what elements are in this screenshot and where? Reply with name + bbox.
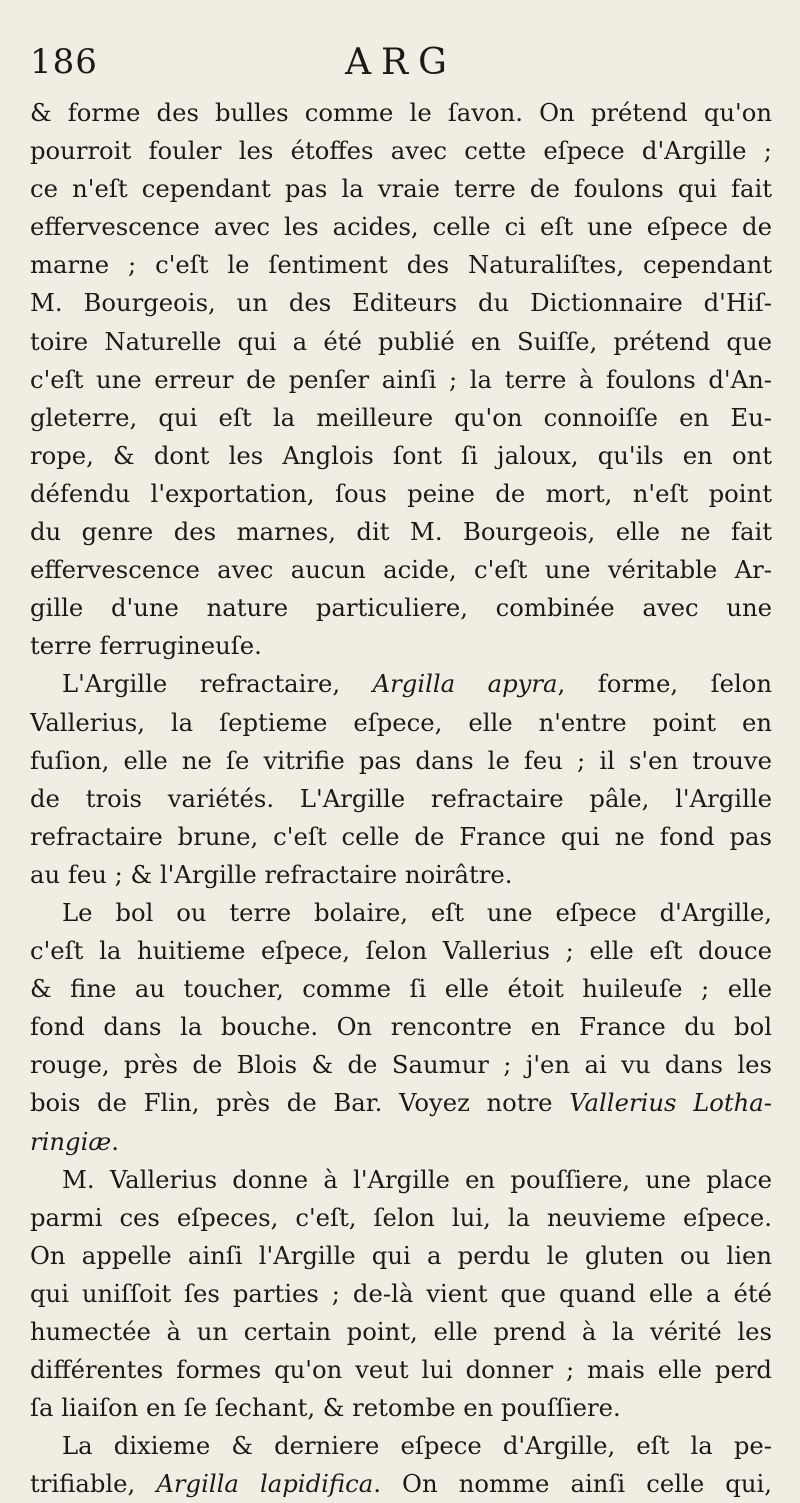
text-line: c'eſt la huitieme eſpece, ſelon Vallerius ; elle eſt douce xyxy=(30,936,772,966)
text-line: fuſion, elle ne ſe vitrifie pas dans le feu ; il s'en trouve xyxy=(30,745,772,775)
text-line: terre ferrugineuſe. xyxy=(30,631,262,661)
text-line xyxy=(30,665,772,703)
text-line: toire Naturelle qui a été publié en Suiſſe, prétend que xyxy=(30,326,772,356)
running-head: ARG xyxy=(345,42,457,83)
text-line: ſa liaiſon en ſe ſechant, & retombe en pouſſiere. xyxy=(30,1393,621,1423)
text-line: pourroit fouler les étoffes avec cette eſpece d'Argille ; xyxy=(30,136,772,166)
text-line: ce n'eſt cependant pas la vraie terre de foulons qui fait xyxy=(30,174,772,204)
text-line: défendu l'exportation, ſous peine de mort, n'eſt point xyxy=(30,478,772,508)
text-line: La dixieme & derniere eſpece d'Argille, eſt la pe- xyxy=(62,1431,772,1461)
text-line: Le bol ou terre bolaire, eſt une eſpece d'Argille, xyxy=(62,897,772,927)
text-line: fond dans la bouche. On rencontre en France du bol xyxy=(30,1012,772,1042)
text-line: Vallerius, la ſeptieme eſpece, elle n'entre point en xyxy=(30,707,772,737)
body-text xyxy=(30,94,772,1503)
text-line: On appelle ainſi l'Argille qui a perdu le gluten ou lien xyxy=(30,1240,772,1270)
text-line: & fine au toucher, comme ſi elle étoit huileuſe ; elle xyxy=(30,974,772,1004)
text-line: rouge, près de Blois & de Saumur ; j'en ai vu dans les xyxy=(30,1050,772,1080)
text-run: . xyxy=(111,1126,119,1156)
italic-term: Argilla lapidifica xyxy=(156,1469,374,1499)
page-number: 186 xyxy=(30,42,98,82)
text-line: du genre des marnes, dit M. Bourgeois, elle ne fait xyxy=(30,517,772,547)
text-run: bois de Flin, près de Bar. Voyez notre xyxy=(30,1088,570,1118)
text-line: gleterre, qui eſt la meilleure qu'on connoiſſe en Eu- xyxy=(30,402,772,432)
text-line: marne ; c'eſt le ſentiment des Naturaliſtes, cependant xyxy=(30,250,772,280)
text-line xyxy=(30,1465,772,1503)
text-run: . On nomme ainſi celle qui, xyxy=(373,1469,772,1499)
text-line: effervescence avec les acides, celle ci eſt une eſpece de xyxy=(30,212,772,242)
text-run: trifiable, xyxy=(30,1469,157,1499)
text-line: gille d'une nature particuliere, combinée avec une xyxy=(30,593,772,623)
text-run: L'Argille refractaire, xyxy=(62,669,373,699)
text-run: , forme, ſelon xyxy=(557,669,772,699)
italic-term: ringiæ xyxy=(30,1126,112,1156)
page-header xyxy=(30,40,772,100)
text-line: refractaire brune, c'eſt celle de France qui ne fond pas xyxy=(30,821,772,851)
text-line: qui uniſſoit ſes parties ; de-là vient que quand elle a été xyxy=(30,1278,772,1308)
text-line: c'eſt une erreur de penſer ainſi ; la terre à foulons d'An- xyxy=(30,364,772,394)
text-line: parmi ces eſpeces, c'eſt, ſelon lui, la neuvieme eſpece. xyxy=(30,1202,772,1232)
text-line xyxy=(30,1084,772,1122)
text-line xyxy=(30,1123,772,1161)
text-line: rope, & dont les Anglois ſont ſi jaloux, qu'ils en ont xyxy=(30,440,772,470)
text-line: M. Vallerius donne à l'Argille en pouſſiere, une place xyxy=(62,1164,772,1194)
text-line: humectée à un certain point, elle prend à la vérité les xyxy=(30,1317,772,1346)
text-line: M. Bourgeois, un des Editeurs du Dictionnaire d'Hiſ- xyxy=(30,288,772,318)
text-line: de trois variétés. L'Argille refractaire pâle, l'Argille xyxy=(30,783,772,813)
text-line: effervescence avec aucun acide, c'eſt une véritable Ar- xyxy=(30,555,772,585)
text-line: différentes formes qu'on veut lui donner ; mais elle perd xyxy=(30,1355,772,1385)
italic-term: Vallerius Lotha- xyxy=(569,1088,772,1118)
text-line: & forme des bulles comme le ſavon. On prétend qu'on xyxy=(30,98,772,127)
italic-term: Argilla apyra xyxy=(372,669,558,699)
text-line: au feu ; & l'Argille refractaire noirâtre. xyxy=(30,859,513,889)
